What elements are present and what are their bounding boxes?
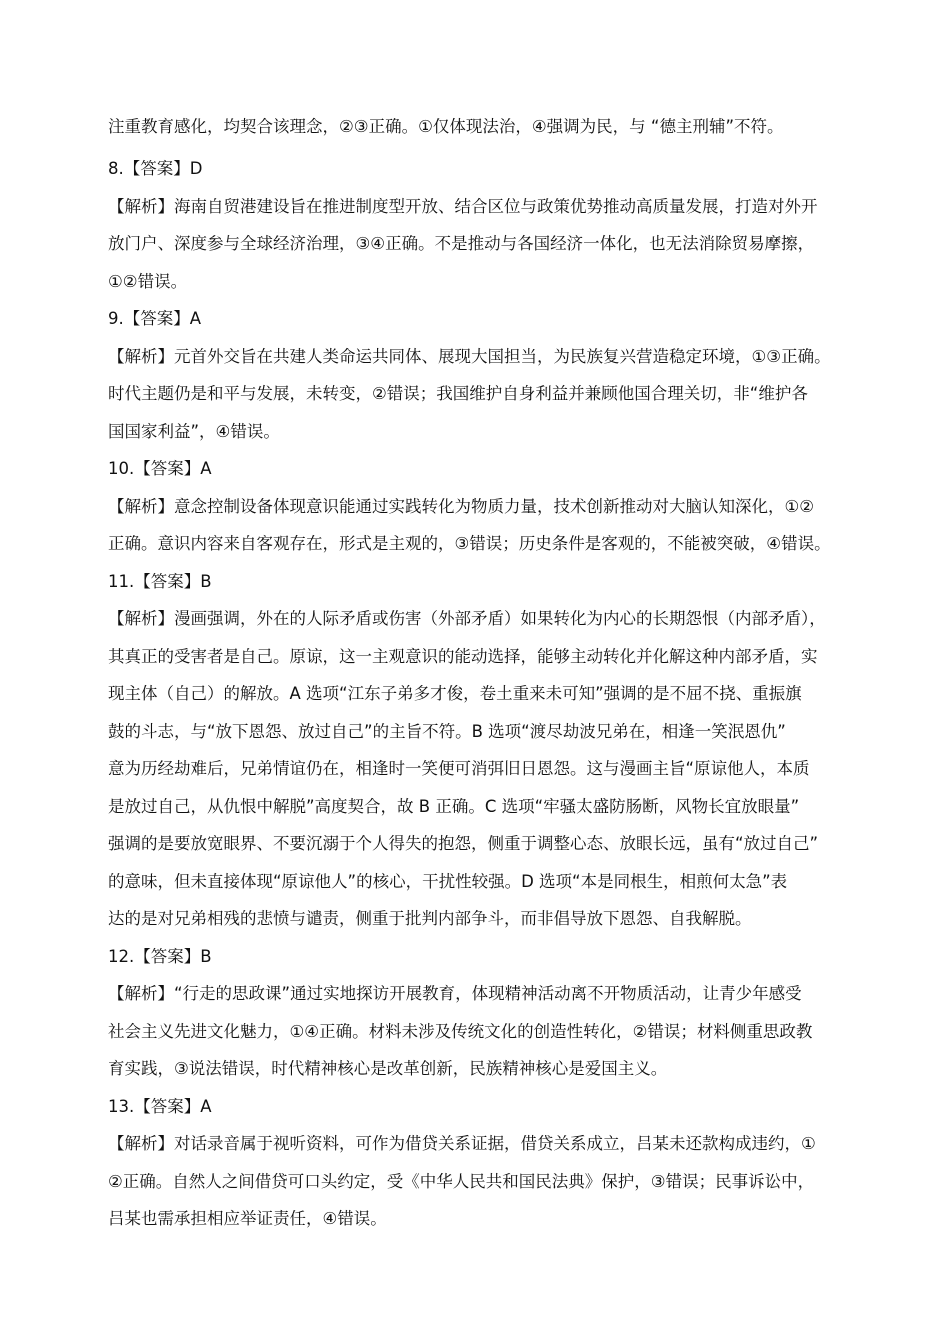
analysis-paragraph bbox=[108, 975, 844, 1088]
answer-heading: 8.【答案】D bbox=[108, 159, 203, 178]
analysis-paragraph bbox=[108, 1125, 844, 1238]
answer-heading: 13.【答案】A bbox=[108, 1096, 212, 1116]
answer-heading: 12.【答案】B bbox=[108, 946, 212, 966]
answer-item-8 bbox=[108, 150, 844, 300]
analysis-line: 是放过自己，从仇恨中解脱”高度契合，故 B 正确。C 选项“牢骚太盛防肠断，风物长宜放眼量” bbox=[108, 796, 800, 816]
analysis-paragraph bbox=[108, 600, 844, 938]
answer-item-10 bbox=[108, 450, 844, 563]
answer-item-13 bbox=[108, 1088, 844, 1238]
analysis-line: 达的是对兄弟相残的悲愤与谴责，侧重于批判内部争斗，而非倡导放下恩怨、自我解脱。 bbox=[108, 909, 752, 928]
document-content bbox=[108, 116, 844, 1238]
analysis-line: ①②错误。 bbox=[108, 271, 188, 291]
analysis-line: 【解析】海南自贸港建设旨在推进制度型开放、结合区位与政策优势推动高质量发展，打造对外开 bbox=[108, 196, 818, 216]
answer-item-9 bbox=[108, 300, 844, 450]
analysis-line: 鼓的斗志，与“放下恩怨、放过自己”的主旨不符。B 选项“渡尽劫波兄弟在，相逢一笑泯恩仇” bbox=[108, 721, 786, 741]
answer-heading: 11.【答案】B bbox=[108, 571, 212, 591]
analysis-line: 其真正的受害者是自己。原谅，这一主观意识的能动选择，能够主动转化并化解这种内部矛盾，实 bbox=[108, 646, 818, 666]
analysis-line: 意为历经劫难后，兄弟情谊仍在，相逢时一笑便可消弭旧日恩怨。这与漫画主旨“原谅他人，本质 bbox=[108, 759, 810, 778]
analysis-line: 社会主义先进文化魅力，①④正确。材料未涉及传统文化的创造性转化，②错误；材料侧重思政教 bbox=[108, 1021, 813, 1041]
analysis-line: 时代主题仍是和平与发展，未转变，②错误；我国维护自身利益并兼顾他国合理关切，非“维护各 bbox=[108, 384, 808, 403]
analysis-line: 国国家利益”，④错误。 bbox=[108, 421, 280, 441]
spacer bbox=[108, 138, 844, 150]
analysis-paragraph bbox=[108, 338, 844, 451]
answer-heading: 10.【答案】A bbox=[108, 459, 212, 478]
analysis-line: 【解析】漫画强调，外在的人际矛盾或伤害（外部矛盾）如果转化为内心的长期怨恨（内部矛盾）， bbox=[108, 609, 826, 628]
analysis-line: 的意味，但未直接体现“原谅他人”的核心，干扰性较强。D 选项“本是同根生，相煎何太急”表 bbox=[108, 871, 788, 891]
analysis-line: 【解析】元首外交旨在共建人类命运共同体、展现大国担当，为民族复兴营造稳定环境，①③正确。 bbox=[108, 346, 831, 366]
analysis-paragraph bbox=[108, 188, 844, 301]
analysis-line: 强调的是要放宽眼界、不要沉溺于个人得失的抱怨，侧重于调整心态、放眼长远，虽有“放过自己” bbox=[108, 834, 819, 853]
analysis-line: 【解析】“行走的思政课”通过实地探访开展教育，体现精神活动离不开物质活动，让青少年感受 bbox=[108, 984, 802, 1003]
analysis-line: ②正确。自然人之间借贷可口头约定，受《中华人民共和国民法典》保护，③错误；民事诉讼中， bbox=[108, 1171, 815, 1191]
analysis-line: 【解析】对话录音属于视听资料，可作为借贷关系证据，借贷关系成立，吕某未还款构成违约，① bbox=[108, 1134, 816, 1153]
answer-item-12 bbox=[108, 938, 844, 1088]
analysis-line: 【解析】意念控制设备体现意识能通过实践转化为物质力量，技术创新推动对大脑认知深化，①② bbox=[108, 496, 815, 516]
analysis-line: 正确。意识内容来自客观存在，形式是主观的，③错误；历史条件是客观的，不能被突破，④错误。 bbox=[108, 534, 831, 553]
answer-item-11 bbox=[108, 563, 844, 938]
analysis-line: 吕某也需承担相应举证责任，④错误。 bbox=[108, 1209, 387, 1228]
intro-line: 注重教育感化，均契合该理念，②③正确。①仅体现法治，④强调为民，与 “德主刑辅”不符。 bbox=[108, 117, 784, 136]
analysis-line: 放门户、深度参与全球经济治理，③④正确。不是推动与各国经济一体化，也无法消除贸易摩擦， bbox=[108, 234, 815, 253]
analysis-line: 育实践，③说法错误，时代精神核心是改革创新，民族精神核心是爱国主义。 bbox=[108, 1059, 668, 1078]
analysis-paragraph bbox=[108, 488, 844, 563]
answer-heading: 9.【答案】A bbox=[108, 309, 202, 328]
analysis-line: 现主体（自己）的解放。A 选项“江东子弟多才俊，卷土重来未可知”强调的是不屈不挠、重振旗 bbox=[108, 684, 802, 703]
